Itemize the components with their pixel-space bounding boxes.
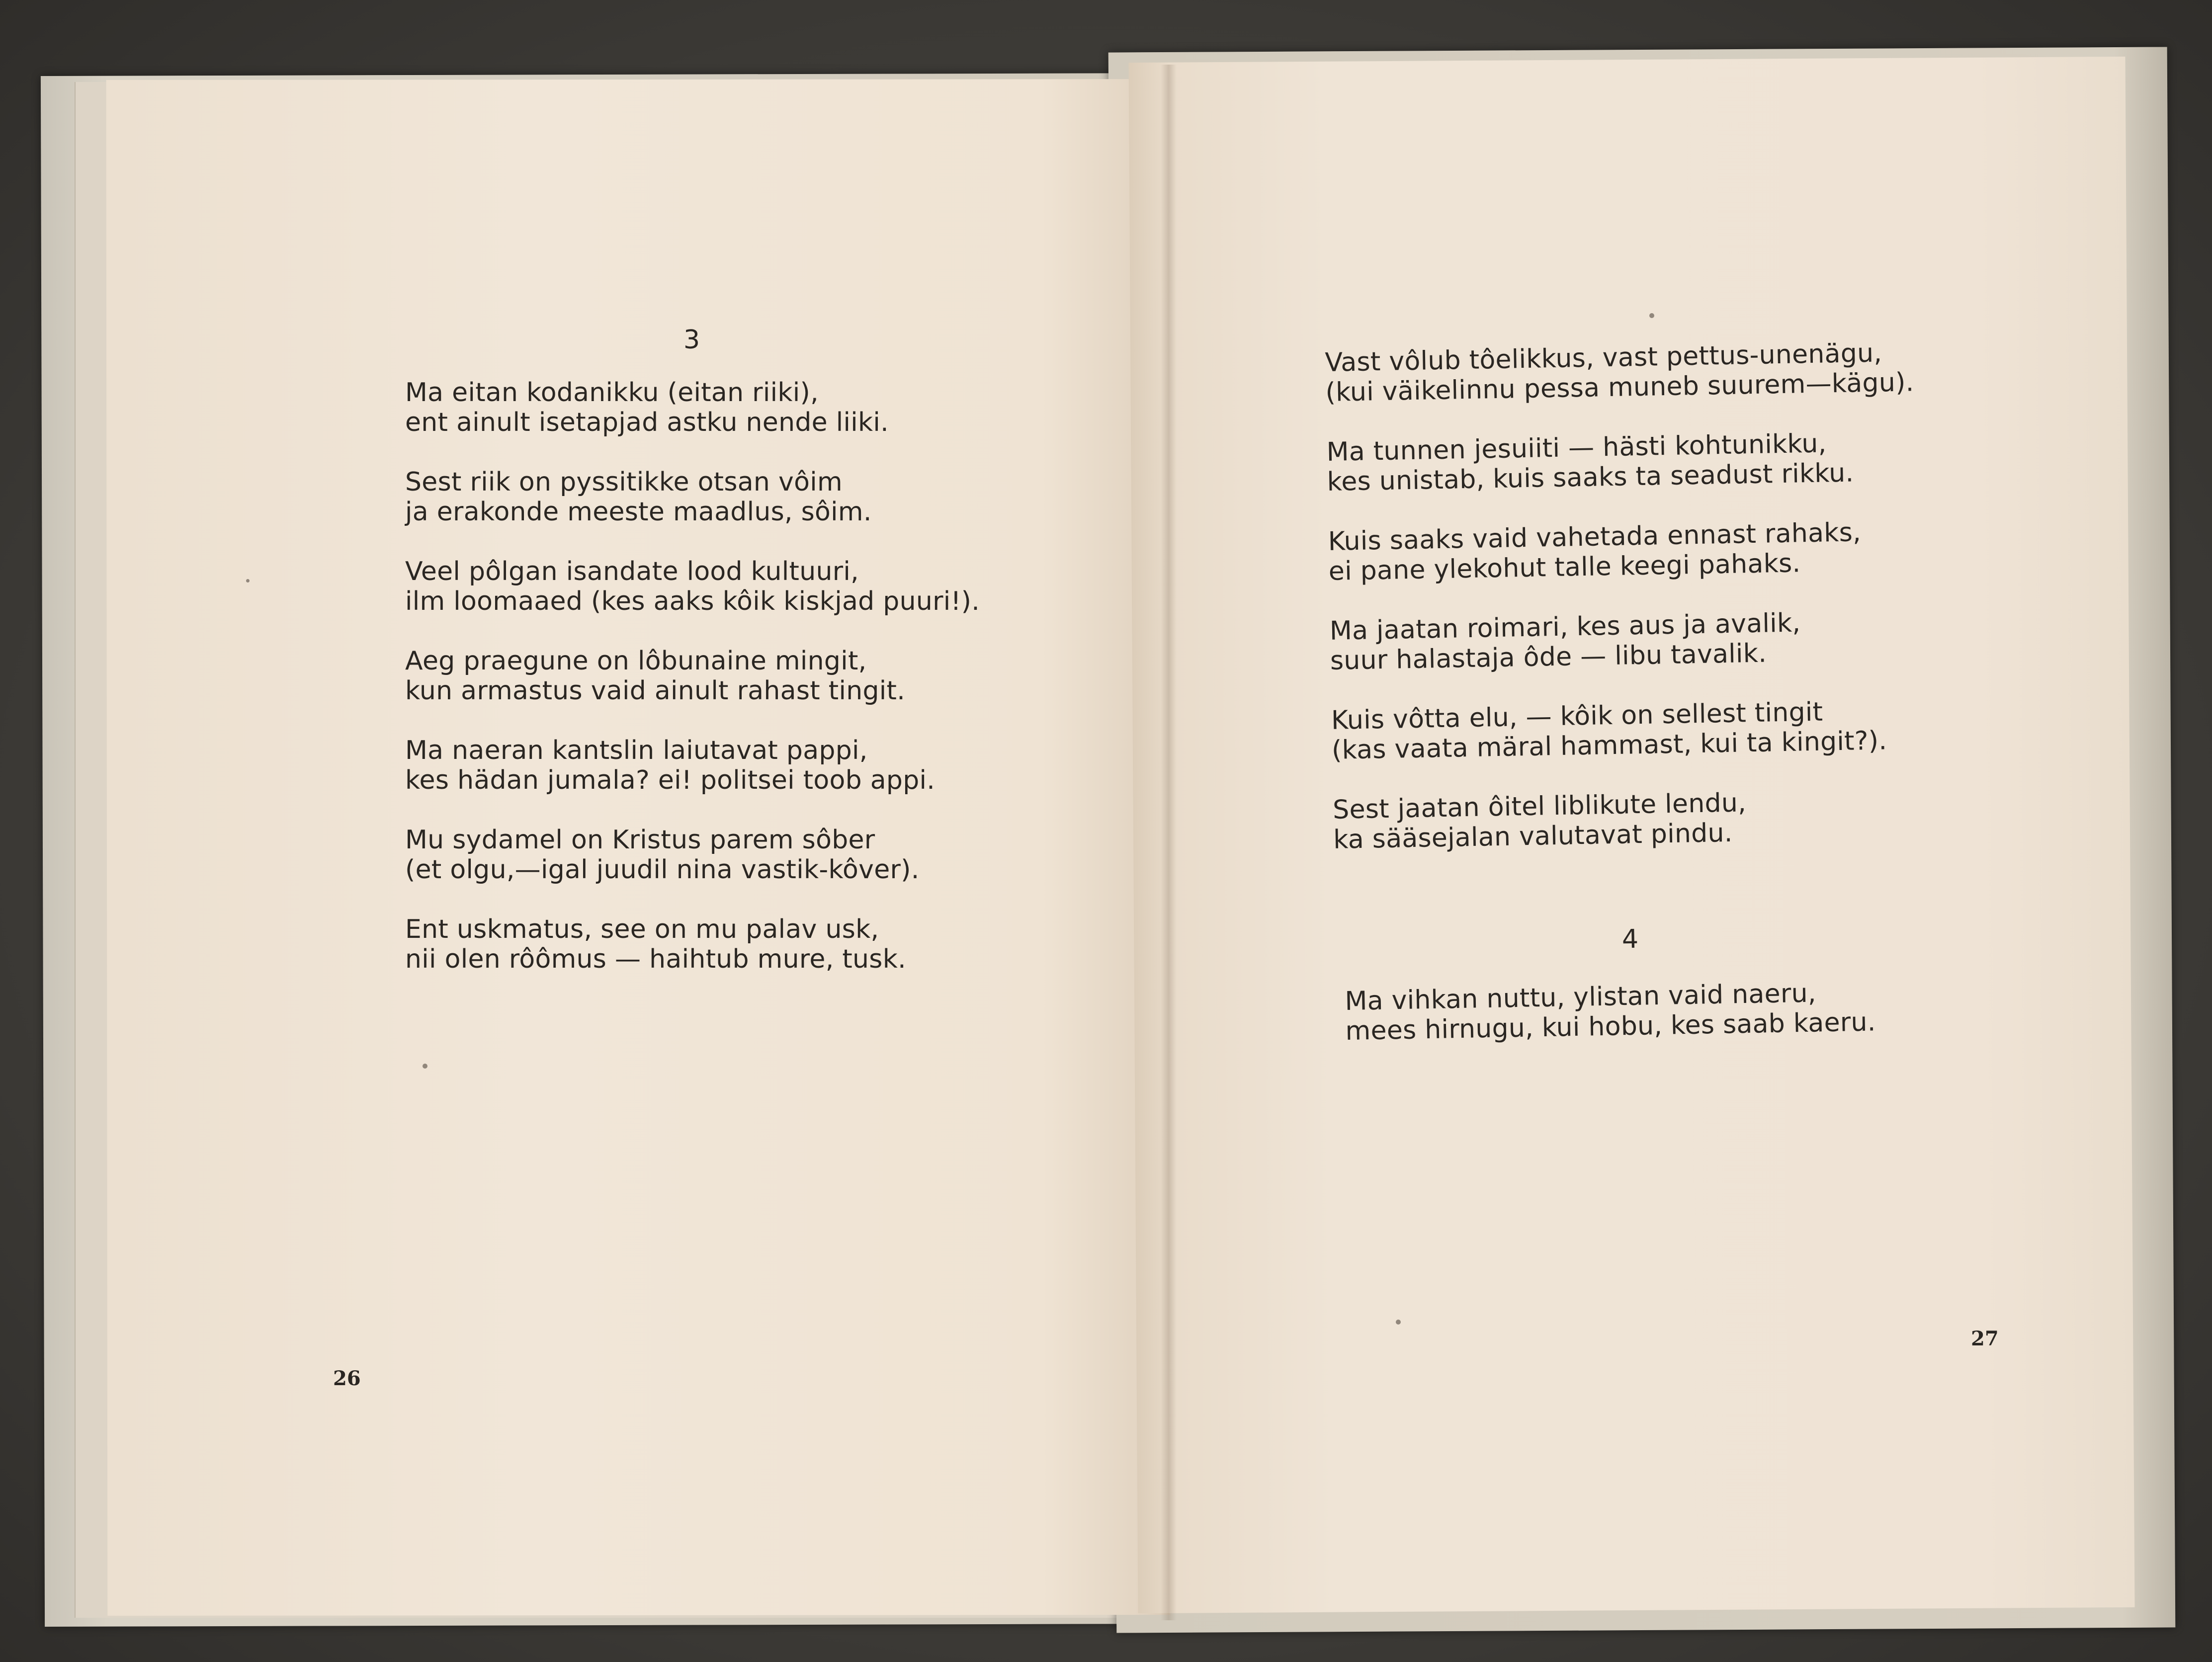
stanza: [405, 825, 1002, 885]
poem-line: ilm loomaaed (kes aaks kôik kiskjad puuri!).: [405, 586, 980, 616]
stanza: [1329, 605, 1947, 676]
stanza: [405, 467, 1002, 527]
poem-line: Kuis vôtta elu, — kôik on sellest tingit: [1331, 697, 1823, 736]
stanza: [1333, 784, 1950, 855]
right-poem-section-4: [1345, 976, 1962, 1076]
poem-line: suur halastaja ôde — libu tavalik.: [1330, 638, 1767, 676]
poem-line: kun armastus vaid ainult rahast tingit.: [405, 676, 906, 706]
stanza: [1328, 516, 1945, 586]
paper-speck: [1649, 313, 1654, 318]
paper-speck: [1396, 1320, 1401, 1325]
stanza: [405, 557, 1002, 616]
poem-line: ka sääsejalan valutavat pindu.: [1333, 818, 1733, 855]
stanza: [405, 914, 1002, 974]
page-number-left: 26: [333, 1367, 361, 1390]
poem-line: Ent uskmatus, see on mu palav usk,: [405, 914, 879, 944]
paper-speck: [246, 579, 250, 582]
poem-line: (kui väikelinnu pessa muneb suurem—kägu).: [1325, 367, 1914, 408]
stanza: [1325, 337, 1942, 408]
poem-line: Kuis saaks vaid vahetada ennast rahaks,: [1328, 517, 1862, 557]
poem-line: Vast vôlub tôelikkus, vast pettus-unenägu,: [1325, 338, 1882, 378]
poem-line: Aeg praegune on lôbunaine mingit,: [405, 646, 867, 676]
poem-line: Ma tunnen jesuiiti — hästi kohtunikku,: [1326, 428, 1827, 467]
section-number-4: 4: [1621, 924, 1639, 955]
poem-line: nii olen rôômus — haihtub mure, tusk.: [405, 944, 906, 974]
right-poem: [1325, 337, 1951, 884]
poem-line: Veel pôlgan isandate lood kultuuri,: [405, 557, 859, 586]
poem-line: kes hädan jumala? ei! politsei toob appi.: [405, 765, 936, 795]
poem-line: mees hirnugu, kui hobu, kes saab kaeru.: [1345, 1007, 1876, 1046]
stanza: [405, 378, 1002, 437]
poem-line: ja erakonde meeste maadlus, sôim.: [405, 497, 872, 527]
poem-line: ent ainult isetapjad astku nende liiki.: [405, 408, 889, 437]
poem-line: Ma vihkan nuttu, ylistan vaid naeru,: [1345, 978, 1817, 1016]
poem-line: Mu sydamel on Kristus parem sôber: [405, 825, 875, 855]
stanza: [1326, 426, 1944, 497]
poem-line: Sest riik on pyssitikke otsan vôim: [405, 467, 843, 497]
poem-line: (kas vaata märal hammast, kui ta kingit?).: [1331, 726, 1887, 765]
poem-line: Ma jaatan roimari, kes aus ja avalik,: [1329, 608, 1801, 646]
poem-line: (et olgu,—igal juudil nina vastik-kôver).: [405, 855, 920, 885]
section-number-3: 3: [683, 325, 700, 355]
page-number-right: 27: [1971, 1327, 1999, 1350]
book-gutter: [1161, 65, 1177, 1620]
stanza: [405, 736, 1002, 795]
stanza: [1331, 695, 1949, 765]
poem-line: ei pane ylekohut talle keegi pahaks.: [1328, 548, 1801, 586]
stanza: [1345, 976, 1962, 1046]
left-poem: [405, 378, 1002, 1004]
stanza: [405, 646, 1002, 706]
poem-line: Ma naeran kantslin laiutavat pappi,: [405, 736, 868, 765]
paper-speck: [423, 1064, 427, 1069]
poem-line: Sest jaatan ôitel liblikute lendu,: [1332, 788, 1747, 825]
poem-line: Ma eitan kodanikku (eitan riiki),: [405, 378, 819, 408]
poem-line: kes unistab, kuis saaks ta seadust rikku.: [1327, 458, 1854, 497]
